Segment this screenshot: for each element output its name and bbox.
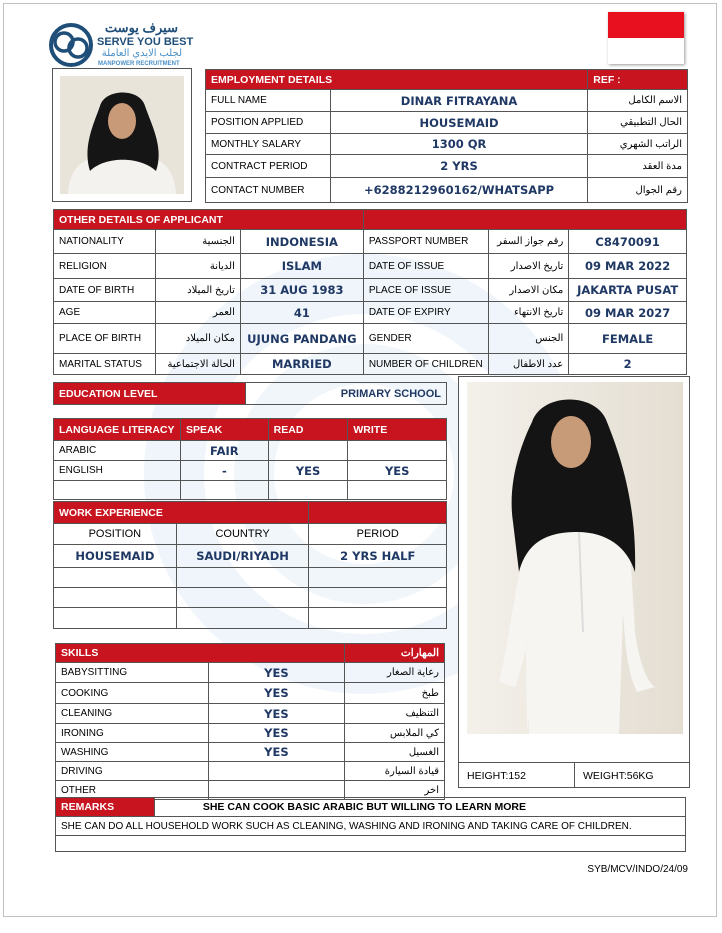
skill-driving-ar: قيادة السيارة (345, 762, 445, 781)
contact-ar: رقم الجوال (588, 178, 688, 203)
company-logo (48, 20, 198, 70)
full-name-ar: الاسم الكامل (588, 90, 688, 112)
contact-value: +6288212960162/WHATSAPP (330, 178, 587, 203)
work-experience-table (53, 501, 447, 629)
lang-english-speak: - (180, 461, 268, 481)
logo-ar-title: سيرف يوست (104, 20, 178, 35)
nationality-ar: الجنسية (155, 230, 240, 254)
skill-babysitting: BABYSITTING (56, 663, 209, 683)
expiry-ar: تاريخ الانتهاء (488, 302, 569, 324)
skill-cooking: COOKING (56, 683, 209, 704)
work-header-right (309, 502, 447, 524)
passport-value: C8470091 (569, 230, 687, 254)
lang-header-speak: SPEAK (180, 419, 268, 441)
birthplace-value: UJUNG PANDANG (240, 324, 363, 354)
issue-place-ar: مكان الاصدار (488, 279, 569, 302)
other-details-table (53, 209, 687, 375)
work-col-period: PERIOD (309, 524, 447, 545)
skills-header: SKILLS (56, 644, 345, 663)
skill-cleaning-value: YES (208, 704, 345, 724)
lang-english: ENGLISH (54, 461, 181, 481)
lang-arabic-write (348, 441, 447, 461)
full-name-value: DINAR FITRAYANA (330, 90, 587, 112)
employment-details-table (205, 69, 688, 203)
table-row (56, 743, 445, 762)
height-value: HEIGHT:152 (459, 762, 575, 788)
expiry-label: DATE OF EXPIRY (363, 302, 488, 324)
position-ar: الحال التطبيقي (588, 112, 688, 134)
issue-date-value: 09 MAR 2022 (569, 254, 687, 279)
skill-cooking-ar: طبخ (345, 683, 445, 704)
children-ar: عدد الاطفال (488, 354, 569, 375)
remarks-table (55, 797, 686, 852)
age-value: 41 (240, 302, 363, 324)
skill-ironing-value: YES (208, 724, 345, 743)
work-col-position: POSITION (54, 524, 177, 545)
salary-label: MONTHLY SALARY (206, 134, 331, 155)
issue-date-label: DATE OF ISSUE (363, 254, 488, 279)
lang-header-read: READ (268, 419, 348, 441)
expiry-value: 09 MAR 2027 (569, 302, 687, 324)
issue-date-ar: تاريخ الاصدار (488, 254, 569, 279)
education-value: PRIMARY SCHOOL (245, 383, 446, 405)
other-details-header-right (363, 210, 686, 230)
education-label: EDUCATION LEVEL (54, 383, 246, 405)
logo-en-sub: MANPOWER RECRUITMENT (98, 61, 180, 67)
table-row (56, 762, 445, 781)
skills-table (55, 643, 445, 800)
skill-washing-ar: الغسيل (345, 743, 445, 762)
skill-driving: DRIVING (56, 762, 209, 781)
skill-cooking-value: YES (208, 683, 345, 704)
salary-ar: الراتب الشهري (588, 134, 688, 155)
issue-place-label: PLACE OF ISSUE (363, 279, 488, 302)
table-row (56, 704, 445, 724)
skill-ironing: IRONING (56, 724, 209, 743)
position-value: HOUSEMAID (330, 112, 587, 134)
work-col-country: COUNTRY (176, 524, 309, 545)
logo-icon (48, 22, 94, 68)
table-row (56, 724, 445, 743)
religion-ar: الديانة (155, 254, 240, 279)
indonesia-flag (608, 12, 684, 64)
dob-value: 31 AUG 1983 (240, 279, 363, 302)
logo-en-title: SERVE YOU BEST (97, 36, 194, 48)
lang-english-write: YES (348, 461, 447, 481)
contract-value: 2 YRS (330, 155, 587, 178)
lang-arabic-speak: FAIR (180, 441, 268, 461)
cv-page (3, 3, 717, 917)
marital-label: MARITAL STATUS (54, 354, 156, 375)
marital-ar: الحالة الاجتماعية (155, 354, 240, 375)
gender-value: FEMALE (569, 324, 687, 354)
skill-cleaning: CLEANING (56, 704, 209, 724)
other-details-header: OTHER DETAILS OF APPLICANT (54, 210, 364, 230)
lang-header-literacy: LANGUAGE LITERACY (54, 419, 181, 441)
ref-label: REF : (588, 70, 688, 90)
dob-ar: تاريخ الميلاد (155, 279, 240, 302)
work-header: WORK EXPERIENCE (54, 502, 309, 524)
lang-english-read: YES (268, 461, 348, 481)
passport-ar: رقم جواز السفر (488, 230, 569, 254)
skill-babysitting-ar: رعاية الصغار (345, 663, 445, 683)
salary-value: 1300 QR (330, 134, 587, 155)
marital-value: MARRIED (240, 354, 363, 375)
passport-label: PASSPORT NUMBER (363, 230, 488, 254)
skill-washing-value: YES (208, 743, 345, 762)
table-row (54, 545, 447, 568)
lang-arabic: ARABIC (54, 441, 181, 461)
skill-other-ar: اخر (345, 781, 445, 800)
religion-value: ISLAM (240, 254, 363, 279)
dob-label: DATE OF BIRTH (54, 279, 156, 302)
birthplace-label: PLACE OF BIRTH (54, 324, 156, 354)
lang-header-write: WRITE (348, 419, 447, 441)
nationality-label: NATIONALITY (54, 230, 156, 254)
contact-label: CONTACT NUMBER (206, 178, 331, 203)
work-position-value: HOUSEMAID (54, 545, 177, 568)
age-ar: العمر (155, 302, 240, 324)
work-country-value: SAUDI/RIYADH (176, 545, 309, 568)
gender-label: GENDER (363, 324, 488, 354)
table-row (56, 663, 445, 683)
footer-code: SYB/MCV/INDO/24/09 (587, 864, 688, 875)
gender-ar: الجنس (488, 324, 569, 354)
skill-cleaning-ar: التنظيف (345, 704, 445, 724)
position-label: POSITION APPLIED (206, 112, 331, 134)
employment-header: EMPLOYMENT DETAILS (206, 70, 588, 90)
contract-label: CONTRACT PERIOD (206, 155, 331, 178)
children-label: NUMBER OF CHILDREN (363, 354, 488, 375)
religion-label: RELIGION (54, 254, 156, 279)
table-row (56, 683, 445, 704)
children-value: 2 (569, 354, 687, 375)
language-table (53, 418, 447, 500)
weight-value: WEIGHT:56KG (575, 762, 689, 788)
issue-place-value: JAKARTA PUSAT (569, 279, 687, 302)
remarks-label: REMARKS (56, 798, 155, 817)
full-name-label: FULL NAME (206, 90, 331, 112)
remarks-text: SHE CAN DO ALL HOUSEHOLD WORK SUCH AS CLEANING, WASHING AND IRONING AND TAKING CARE OF CHILDREN. (56, 817, 686, 836)
skills-header-ar: المهارات (345, 644, 445, 663)
skill-ironing-ar: كي الملابس (345, 724, 445, 743)
remarks-headline: SHE CAN COOK BASIC ARABIC BUT WILLING TO LEARN MORE (154, 798, 685, 817)
work-period-value: 2 YRS HALF (309, 545, 447, 568)
age-label: AGE (54, 302, 156, 324)
logo-ar-sub: لجلب الايدي العاملة (101, 48, 182, 59)
education-table (53, 382, 447, 405)
skill-washing: WASHING (56, 743, 209, 762)
contract-ar: مدة العقد (588, 155, 688, 178)
nationality-value: INDONESIA (240, 230, 363, 254)
skill-babysitting-value: YES (208, 663, 345, 683)
applicant-photo-small (52, 68, 192, 202)
applicant-photo-full (458, 376, 690, 788)
birthplace-ar: مكان الميلاد (155, 324, 240, 354)
skill-driving-value (208, 762, 345, 781)
skill-other: OTHER (56, 781, 209, 800)
lang-arabic-read (268, 441, 348, 461)
